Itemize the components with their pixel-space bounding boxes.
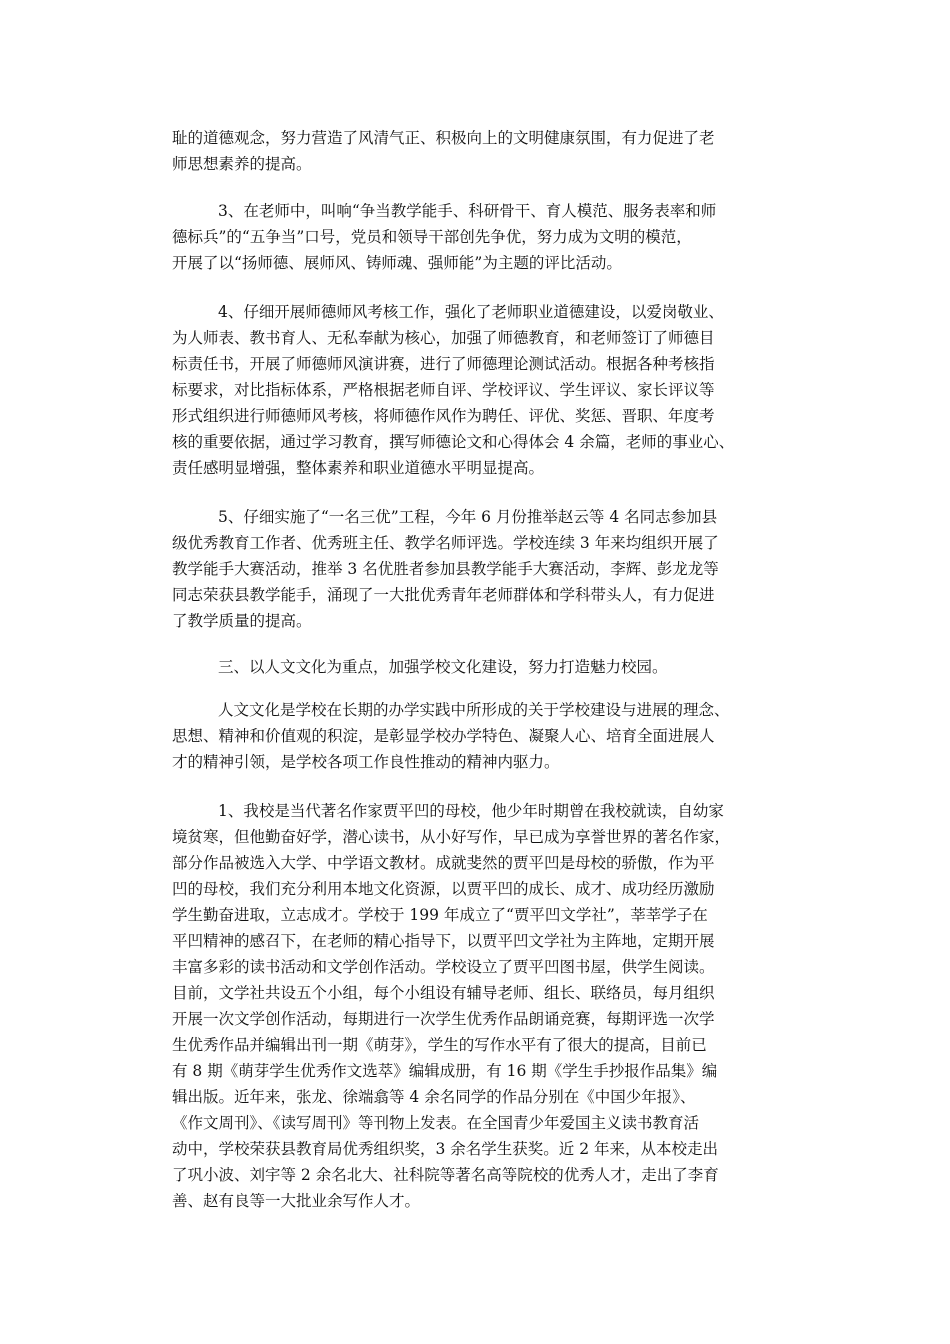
text-line: 标责任书，开展了师德师风演讲赛，进行了师德理论测试活动。根据各种考核指 (172, 355, 715, 373)
text-line: 开展一次文学创作活动，每期进行一次学生优秀作品朗诵竞赛，每期评选一次学 (172, 1010, 715, 1028)
text-line: 教学能手大赛活动，推举 3 名优胜者参加县教学能手大赛活动，李辉、彭龙龙等 (172, 560, 719, 578)
text-line: 凹的母校，我们充分利用本地文化资源，以贾平凹的成长、成才、成功经历激励 (172, 880, 715, 898)
paragraph (172, 504, 790, 634)
text-line: 平凹精神的感召下，在老师的精心指导下，以贾平凹文学社为主阵地，定期开展 (172, 932, 715, 950)
text-line: 责任感明显增强，整体素养和职业道德水平明显提高。 (172, 459, 545, 477)
paragraph (172, 299, 790, 481)
text-line: 《作文周刊》、《读写周刊》等刊物上发表。在全国青少年爱国主义读书教育活 (172, 1114, 700, 1132)
text-line: 善、赵有良等一大批业余写作人才。 (172, 1192, 421, 1210)
section-heading (172, 654, 790, 680)
text-line: 德标兵”的“五争当”口号，党员和领导干部创先争优，努力成为文明的模范， (172, 228, 692, 246)
paragraph (172, 697, 790, 775)
text-line: 思想、精神和价值观的积淀，是彰显学校办学特色、凝聚人心、培育全面进展人 (172, 727, 715, 745)
text-line: 核的重要依据，通过学习教育，撰写师德论文和心得体会 4 余篇，老师的事业心、 (172, 433, 735, 451)
text-line: 才的精神引领，是学校各项工作良性推动的精神内驱力。 (172, 753, 560, 771)
text-line: 学生勤奋进取，立志成才。学校于 199 年成立了“贾平凹文学社”，莘莘学子在 (172, 906, 708, 924)
text-line: 境贫寒，但他勤奋好学，潜心读书，从小好写作，早已成为享誉世界的著名作家， (172, 828, 731, 846)
text-line: 辑出版。近年来，张龙、徐端翕等 4 余名同学的作品分别在《中国少年报》、 (172, 1088, 696, 1106)
paragraph (172, 125, 790, 177)
text-line: 生优秀作品并编辑出刊一期《萌芽》，学生的写作水平有了很大的提高，目前已 (172, 1036, 707, 1054)
text-line: 开展了以“扬师德、展师风、铸师魂、强师能”为主题的评比活动。 (172, 254, 622, 272)
text-line: 部分作品被选入大学、中学语文教材。成就斐然的贾平凹是母校的骄傲，作为平 (172, 854, 715, 872)
text-line: 5、仔细实施了“一名三优”工程，今年 6 月份推举赵云等 4 名同志参加县 (218, 508, 718, 526)
text-line: 耻的道德观念，努力营造了风清气正、积极向上的文明健康氛围，有力促进了老 (172, 129, 715, 147)
text-line: 1、我校是当代著名作家贾平凹的母校，他少年时期曾在我校就读，自幼家 (218, 802, 724, 820)
text-line: 了教学质量的提高。 (172, 612, 312, 630)
paragraph (172, 198, 790, 276)
paragraph (172, 798, 790, 1214)
text-line: 动中，学校荣获县教育局优秀组织奖，3 余名学生获奖。近 2 年来，从本校走出 (172, 1140, 719, 1158)
text-line: 为人师表、教书育人、无私奉献为核心，加强了师德教育，和老师签订了师德目 (172, 329, 715, 347)
text-line: 4、仔细开展师德师风考核工作，强化了老师职业道德建设，以爱岗敬业、 (218, 303, 724, 321)
text-line: 师思想素养的提高。 (172, 155, 312, 173)
text-line: 了巩小波、刘宇等 2 余名北大、社科院等著名高等院校的优秀人才，走出了李育 (172, 1166, 719, 1184)
text-line: 形式组织进行师德师风考核，将师德作风作为聘任、评优、奖惩、晋职、年度考 (172, 407, 715, 425)
text-line: 级优秀教育工作者、优秀班主任、教学名师评选。学校连续 3 年来均组织开展了 (172, 534, 719, 552)
text-line: 有 8 期《萌芽学生优秀作文选萃》编辑成册，有 16 期《学生手抄报作品集》编 (172, 1062, 718, 1080)
text-line: 丰富多彩的读书活动和文学创作活动。学校设立了贾平凹图书屋，供学生阅读。 (172, 958, 715, 976)
text-line: 目前，文学社共设五个小组，每个小组设有辅导老师、组长、联络员，每月组织 (172, 984, 715, 1002)
text-line: 人文文化是学校在长期的办学实践中所形成的关于学校建设与进展的理念、 (218, 701, 730, 719)
text-line: 3、在老师中，叫响“争当教学能手、科研骨干、育人模范、服务表率和师 (218, 202, 717, 220)
text-line: 三、以人文文化为重点，加强学校文化建设，努力打造魅力校园。 (218, 658, 668, 676)
text-line: 标要求，对比指标体系，严格根据老师自评、学校评议、学生评议、家长评议等 (172, 381, 715, 399)
text-line: 同志荣获县教学能手，涌现了一大批优秀青年老师群体和学科带头人，有力促进 (172, 586, 715, 604)
